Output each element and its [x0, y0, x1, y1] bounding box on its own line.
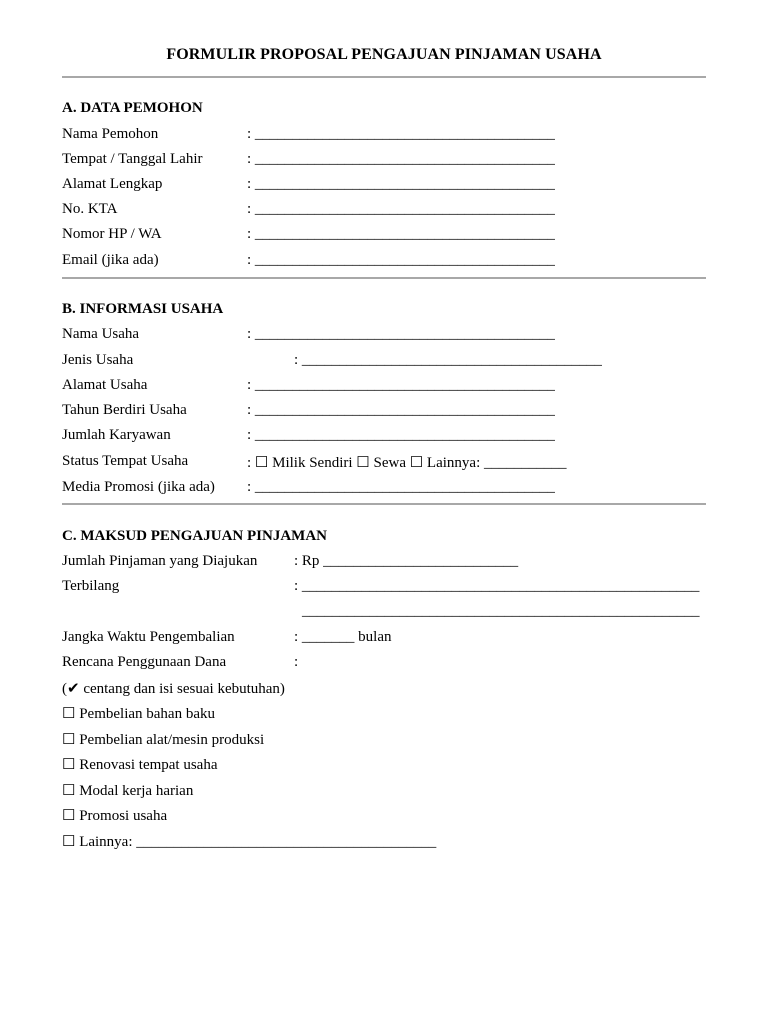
- field-value-nomor-hp[interactable]: : ________________________________________: [247, 226, 555, 242]
- checkbox-option-modal-kerja[interactable]: ☐ Modal kerja harian: [62, 783, 194, 799]
- field-value-jumlah-pinjaman[interactable]: : Rp __________________________: [294, 553, 519, 569]
- field-label-status-tempat: Status Tempat Usaha: [62, 453, 189, 469]
- field-label-media-promosi: Media Promosi (jika ada): [62, 479, 215, 495]
- section-a-heading: A. DATA PEMOHON: [62, 100, 203, 116]
- checkbox-option-alat-mesin[interactable]: ☐ Pembelian alat/mesin produksi: [62, 732, 265, 748]
- field-label-nama-pemohon: Nama Pemohon: [62, 126, 159, 142]
- usage-hint: (✔ centang dan isi sesuai kebutuhan): [62, 681, 285, 697]
- field-value-alamat-usaha[interactable]: : ________________________________________: [247, 377, 555, 393]
- field-label-tempat-tanggal-lahir: Tempat / Tanggal Lahir: [62, 151, 203, 167]
- field-value-tempat-tanggal-lahir[interactable]: : ________________________________________: [247, 151, 555, 167]
- field-label-alamat-lengkap: Alamat Lengkap: [62, 176, 163, 192]
- checkbox-option-renovasi[interactable]: ☐ Renovasi tempat usaha: [62, 757, 218, 773]
- field-value-nama-usaha[interactable]: : ________________________________________: [247, 326, 555, 342]
- field-label-jangka-waktu: Jangka Waktu Pengembalian: [62, 629, 235, 645]
- field-label-email: Email (jika ada): [62, 252, 159, 268]
- field-value-tahun-berdiri[interactable]: : ________________________________________: [247, 402, 555, 418]
- field-label-alamat-usaha: Alamat Usaha: [62, 377, 148, 393]
- checkbox-option-promosi[interactable]: ☐ Promosi usaha: [62, 808, 168, 824]
- field-label-rencana-penggunaan: Rencana Penggunaan Dana: [62, 654, 227, 670]
- divider-a: [62, 277, 706, 279]
- section-b-heading: B. INFORMASI USAHA: [62, 301, 224, 317]
- field-value-jangka-waktu[interactable]: : _______ bulan: [294, 629, 392, 645]
- checkbox-option-lainnya[interactable]: ☐ Lainnya: ________________________________________: [62, 834, 437, 850]
- field-label-terbilang: Terbilang: [62, 578, 120, 594]
- field-value-status-tempat[interactable]: : ☐ Milik Sendiri ☐ Sewa ☐ Lainnya: ___________: [247, 455, 567, 471]
- field-label-jumlah-karyawan: Jumlah Karyawan: [62, 427, 171, 443]
- field-value-media-promosi[interactable]: : ________________________________________: [247, 479, 555, 495]
- field-label-tahun-berdiri: Tahun Berdiri Usaha: [62, 402, 187, 418]
- field-value-no-kta[interactable]: : ________________________________________: [247, 201, 555, 217]
- field-label-jenis-usaha: Jenis Usaha: [62, 352, 134, 368]
- field-value-jenis-usaha[interactable]: : ________________________________________: [294, 352, 602, 368]
- field-value-terbilang-line-1[interactable]: : _____________________________________________________: [294, 578, 700, 594]
- form-title: FORMULIR PROPOSAL PENGAJUAN PINJAMAN USAHA: [166, 46, 602, 63]
- field-label-nomor-hp: Nomor HP / WA: [62, 226, 162, 242]
- field-label-no-kta: No. KTA: [62, 201, 118, 217]
- field-label-nama-usaha: Nama Usaha: [62, 326, 140, 342]
- section-c-heading: C. MAKSUD PENGAJUAN PINJAMAN: [62, 528, 327, 544]
- checkbox-option-bahan-baku[interactable]: ☐ Pembelian bahan baku: [62, 706, 215, 722]
- divider-top: [62, 76, 706, 78]
- field-value-jumlah-karyawan[interactable]: : ________________________________________: [247, 427, 555, 443]
- field-label-jumlah-pinjaman: Jumlah Pinjaman yang Diajukan: [62, 553, 258, 569]
- divider-b: [62, 503, 706, 505]
- field-value-alamat-lengkap[interactable]: : ________________________________________: [247, 176, 555, 192]
- field-value-email[interactable]: : ________________________________________: [247, 252, 555, 268]
- field-value-nama-pemohon[interactable]: : ________________________________________: [247, 126, 555, 142]
- field-colon-rencana-penggunaan: :: [294, 654, 299, 670]
- field-value-terbilang-line-2[interactable]: _____________________________________________________: [302, 603, 700, 619]
